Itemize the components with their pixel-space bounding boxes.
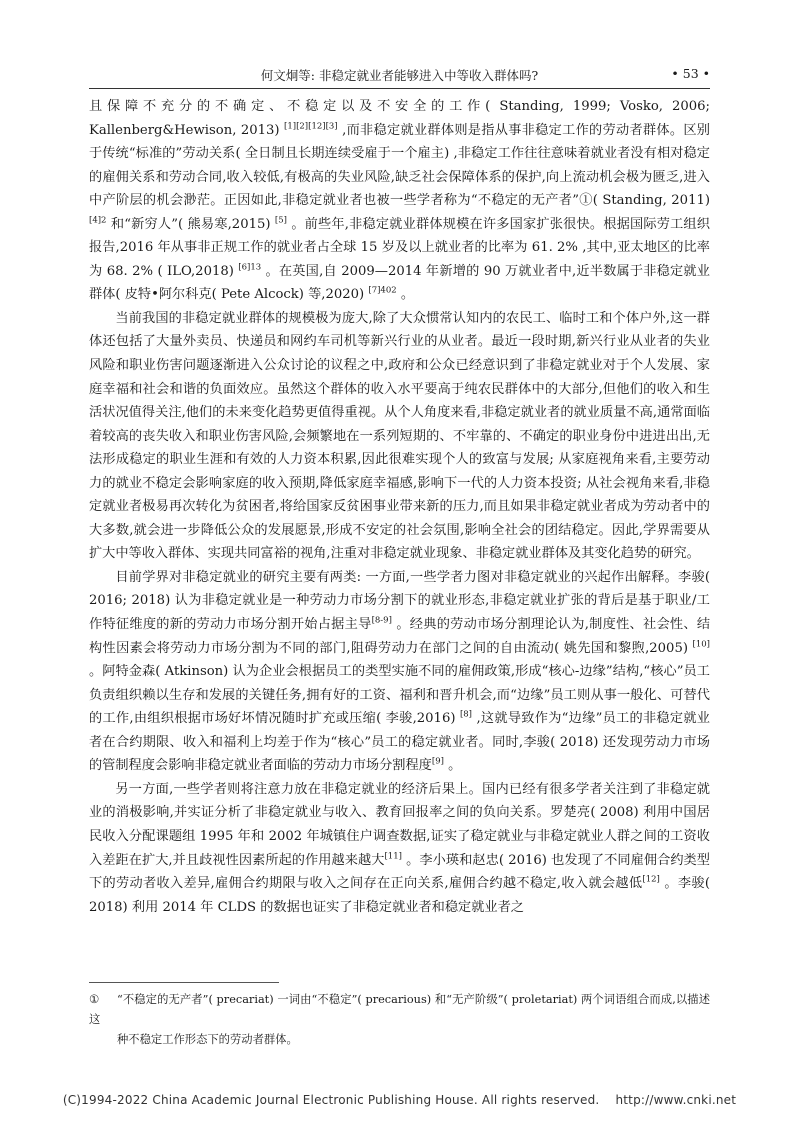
paragraph-text: 目前学界对非稳定就业的研究主要有两类: 一方面,一些学者力图对非稳定就业的兴起作出解释。李骏( 2016; 2018) 认为非稳定就业是一种劳动力市场分割下的就业形态,非稳定就业扩张的背后是基于职业/工作特征维度的新的劳动力市场分割开始占据主导 — [89, 569, 710, 633]
copyright-footer: (C)1994-2022 China Academic Journal Electronic Publishing House. All rights reserved. http://www.cnki.net — [62, 1093, 737, 1107]
paragraph-text: 。 — [443, 758, 462, 774]
citation-ref: [1][2][12][3] — [284, 121, 338, 132]
footnote-text-line2: 种不稳定工作形态下的劳动者群体。 — [117, 1033, 298, 1046]
paragraph-text: 。 — [396, 287, 415, 303]
page-number: • 53 • — [671, 66, 710, 81]
citation-ref: [8] — [459, 709, 472, 720]
citation-ref: [9] — [431, 756, 444, 767]
paragraph-text: 。在英国,自 2009—2014 年新增的 90 万就业者中,近半数属于非稳定就业群体( 皮特•阿尔科克( Pete Alcock) 等,2020) — [89, 263, 710, 303]
paragraph-text: ,而非稳定就业群体则是指从事非稳定工作的劳动者群体。区别于传统“标准的”劳动关系( 全日制且长期连续受雇于一个雇主) ,非稳定工作往往意味着就业者没有相对稳定的雇佣关系和劳动合同,收入较低,有极高的失业风险,缺乏社会保障体系的保护,向上流动机会极为匮乏,进入中产阶层的机会渺茫。正因如此,非稳定就业者也被一些学者称为“不稳定的无产者”①( Standing, 2011) — [89, 122, 710, 209]
running-header — [89, 66, 710, 86]
citation-ref: [4]2 — [89, 215, 107, 226]
footnote — [89, 990, 710, 1050]
paragraph — [89, 95, 710, 307]
paragraph-text: 。经典的劳动市场分割理论认为,制度性、社会性、结构性因素会将劳动力市场分割为不同的部门,阻碍劳动力在部门之间的自由流动( 姚先国和黎煦,2005) — [89, 617, 711, 656]
article-body — [89, 95, 710, 919]
citation-ref: [8-9] — [371, 615, 392, 626]
citation-ref: [11] — [384, 851, 402, 862]
paragraph-text: 。前些年,非稳定就业群体规模在许多国家扩张很快。根据国际劳工组织报告,2016 年从事非正规工作的就业者占全球 15 岁及以上就业者的比率为 61. 2% ,其中,亚太地区的比率为 68. 2% ( ILO,2018) — [89, 216, 710, 279]
header-rule — [89, 88, 710, 89]
citation-ref: [5] — [274, 215, 287, 226]
paragraph — [89, 778, 710, 919]
citation-ref: [7]402 — [368, 285, 397, 296]
paragraph-text: 且保障不充分的不确定、不稳定以及不安全的工作( Standing, 1999; Vosko, 2006; Kallenberg&Hewison, 2013) — [89, 99, 710, 138]
paragraph-text: 。李小瑛和赵忠( 2016) 也发现了不同雇佣合约类型下的劳动者收入差异,雇佣合约期限与收入之间存在正向关系,雇佣合约越不稳定,收入就会越低 — [89, 852, 710, 892]
citation-ref: [12] — [642, 874, 660, 885]
citation-ref: [6]13 — [238, 262, 262, 273]
footnote-mark: ① — [89, 993, 100, 1006]
paragraph-text: 和“新穷人”( 熊易寒,2015) — [106, 216, 275, 232]
paragraph-text: 。阿特金森( Atkinson) 认为企业会根据员工的类型实施不同的雇佣政策,形成“核心-边缘”结构,“核心”员工负责组织赖以生存和发展的关键任务,拥有好的工资、福利和晋升机会,而“边缘”员工则从事一般化、可替代的工作,由组织根据市场好坏情况随时扩充或压缩( 李骏,2016) — [89, 664, 710, 727]
paragraph — [89, 307, 710, 566]
paragraph — [89, 566, 710, 778]
footnote-separator — [89, 982, 279, 983]
footnote-text-line1: “不稳定的无产者”( precariat) 一词由“不稳定”( precarious) 和“无产阶级”( proletariat) 两个词语组合而成,以描述这 — [89, 993, 710, 1026]
paragraph-text: 另一方面,一些学者则将注意力放在非稳定就业的经济后果上。国内已经有很多学者关注到了非稳定就业的消极影响,并实证分析了非稳定就业与收入、教育回报率之间的负向关系。罗楚亮( 2008) 利用中国居民收入分配课题组 1995 年和 2002 年城镇住户调查数据,证实了稳定就业与非稳定就业人群之间的工资收入差距在扩大,并且歧视性因素所起的作用越来越大 — [89, 781, 710, 868]
citation-ref: [10] — [692, 639, 710, 650]
paragraph-text: 当前我国的非稳定就业群体的规模极为庞大,除了大众惯常认知内的农民工、临时工和个体户外,这一群体还包括了大量外卖员、快递员和网约车司机等新兴行业的从业者。最近一段时期,新兴行业从业者的失业风险和职业伤害问题逐渐进入公众讨论的议程之中,政府和公众已经意识到了非稳定就业对于个人发展、家庭幸福和社会和谐的负面效应。虽然这个群体的收入水平要高于纯农民群体中的大部分,但他们的收入和生活状况值得关注,他们的未来变化趋势更值得重视。从个人角度来看,非稳定就业者的就业质量不高,通常面临着较高的丧失收入和职业伤害风险,会频繁地在一系列短期的、不牢靠的、不确定的职业身份中进进出出,无法形成稳定的职业生涯和有效的人力资本积累,因此很难实现个人的致富与发展; 从家庭视角来看,主要劳动力的就业不稳定会影响家庭的收入预期,降低家庭幸福感,影响下一代的人力资本投资; 从社会视角来看,非稳定就业者极易再次转化为贫困者,将给国家反贫困事业带来新的压力,而且如果非稳定就业者成为劳动者中的大多数,就会进一步降低公众的发展愿景,形成不安定的社会氛围,影响全社会的团结稳定。因此,学界需要从扩大中等收入群体、实现共同富裕的视角,注重对非稳定就业现象、非稳定就业群体及其变化趋势的研究。 — [89, 310, 710, 562]
header-title: 何文炯等: 非稳定就业者能够进入中等收入群体吗? — [260, 68, 539, 83]
paragraph-text: 。李骏( 2018) 利用 2014 年 CLDS 的数据也证实了非稳定就业者和稳定就业者之 — [89, 876, 710, 915]
paragraph-text: ,这就导致作为“边缘”员工的非稳定就业者在合约期限、收入和福利上均差于作为“核心”员工的稳定就业者。同时,李骏( 2018) 还发现劳动力市场的管制程度会影响非稳定就业者面临的劳动力市场分割程度 — [89, 711, 710, 774]
